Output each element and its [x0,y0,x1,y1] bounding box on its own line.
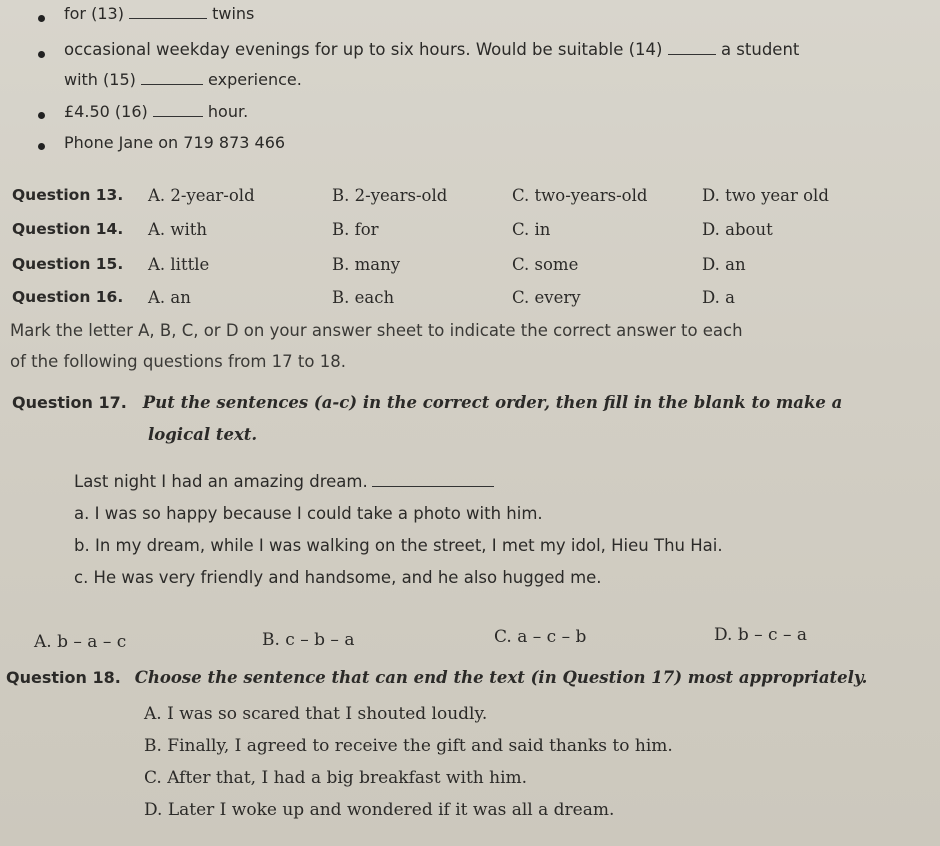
q17-sentence-b: b. In my dream, while I was walking on the street, I met my idol, Hieu Thu Hai. [74,536,723,555]
notice-text: a student [715,40,800,59]
q17-option-c[interactable]: C. a – c – b [494,627,587,647]
bullet-icon [38,15,45,22]
notice-text: for (13) [64,4,130,23]
bullet-icon [38,51,45,58]
question-15-row [12,255,932,285]
question-13-row [12,186,932,216]
q17-sentence-c: c. He was very friendly and handsome, and he also hugged me. [74,568,602,587]
blank-17[interactable] [372,472,494,487]
question-17-heading-cont [148,425,257,445]
bullet-icon [38,143,45,150]
question-text: Choose the sentence that can end the text (in Question 17) most appropriately. [134,668,868,687]
option-d[interactable]: D. about [702,220,773,239]
q17-option-a[interactable]: A. b – a – c [34,632,127,652]
option-b[interactable]: B. each [332,288,395,307]
question-label: Question 14. [12,220,124,238]
bullet-icon [38,112,45,119]
notice-line-15 [64,70,302,89]
option-b[interactable]: B. 2-years-old [332,186,448,205]
option-a[interactable]: A. an [148,288,191,307]
notice-text: hour. [202,102,249,121]
q17-intro [74,472,494,491]
instruction-line-2: of the following questions from 17 to 18. [10,352,346,371]
option-b[interactable]: B. many [332,255,401,274]
question-label: Question 13. [12,186,124,204]
question-label: Question 17. [12,393,127,412]
blank-15[interactable] [141,70,203,85]
question-text: Put the sentences (a-c) in the correct order, then fill in the blank to make a [142,393,843,412]
question-label: Question 15. [12,255,124,273]
question-text: logical text. [148,425,258,444]
notice-text: occasional weekday evenings for up to six hours. Would be suitable (14) [64,40,668,59]
q18-option-a[interactable]: A. I was so scared that I shouted loudly. [144,704,488,724]
option-c[interactable]: C. some [512,255,579,274]
blank-14[interactable] [668,40,716,55]
notice-text: twins [207,4,255,23]
notice-text: experience. [202,70,302,89]
option-c[interactable]: C. two-years-old [512,186,648,205]
question-label: Question 16. [12,288,124,306]
option-a[interactable]: A. little [148,255,210,274]
question-17-heading [12,393,842,413]
option-d[interactable]: D. two year old [702,186,829,205]
instruction-line-1: Mark the letter A, B, C, or D on your answer sheet to indicate the correct answer to each [10,321,743,340]
q17-sentence-a: a. I was so happy because I could take a photo with him. [74,504,543,523]
option-d[interactable]: D. a [702,288,735,307]
notice-text: with (15) [64,70,141,89]
question-16-row [12,288,932,318]
option-c[interactable]: C. every [512,288,581,307]
option-c[interactable]: C. in [512,220,551,239]
q18-option-d[interactable]: D. Later I woke up and wondered if it was all a dream. [144,800,615,820]
intro-text: Last night I had an amazing dream. [74,472,368,491]
notice-line-16 [64,102,248,121]
question-label: Question 18. [6,668,121,687]
blank-16[interactable] [153,102,203,117]
option-b[interactable]: B. for [332,220,379,239]
q18-option-c[interactable]: C. After that, I had a big breakfast with him. [144,768,528,788]
option-a[interactable]: A. 2-year-old [148,186,255,205]
option-d[interactable]: D. an [702,255,746,274]
q17-option-d[interactable]: D. b – c – a [714,625,807,645]
notice-text: £4.50 (16) [64,102,153,121]
question-18-heading [6,668,867,688]
notice-phone: Phone Jane on 719 873 466 [64,133,286,152]
notice-line-14 [64,40,799,59]
notice-line-13 [64,4,254,23]
blank-13[interactable] [129,4,207,19]
q17-option-b[interactable]: B. c – b – a [262,630,355,650]
q18-option-b[interactable]: B. Finally, I agreed to receive the gift and said thanks to him. [144,736,673,756]
question-14-row [12,220,932,250]
option-a[interactable]: A. with [148,220,208,239]
